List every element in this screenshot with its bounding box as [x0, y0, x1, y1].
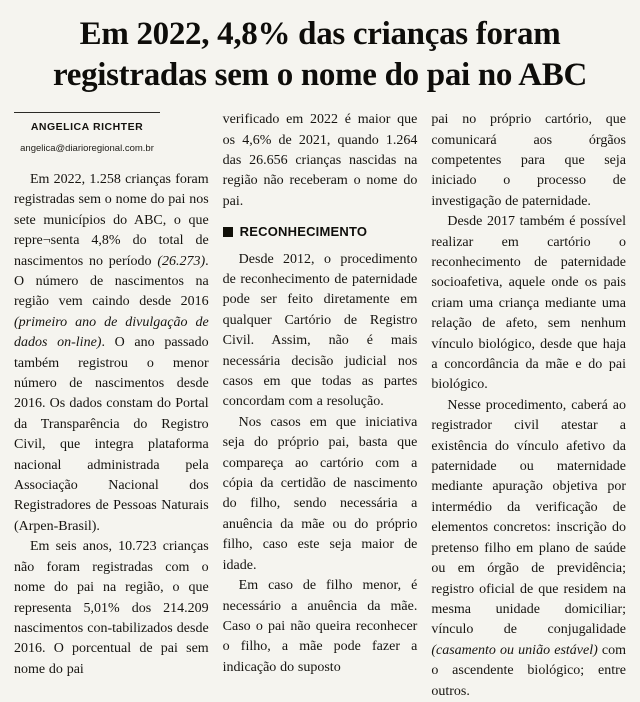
article-columns [14, 110, 626, 702]
article-paragraph: Em seis anos, 10.723 crianças não foram registradas com o nome do pai na região, o que representa 5,01% dos 214.209 nascimentos con-tabilizados desde 2016. O porcentual de pai sem nome do pai [14, 539, 209, 677]
article-paragraph-continuation: verificado em 2022 é maior que os 4,6% de 2021, quando 1.264 das 26.656 crianças nascidas na região não receberam o nome do pai. [222, 112, 418, 209]
article-column-3 [431, 110, 626, 702]
article-paragraph: Em 2022, 1.258 crianças foram registradas sem o nome do pai nos sete municípios do ABC, o que repre¬senta 4,8% do total de nascimentos no período (26.273). O número de nascimentos na região vem caindo desde 2016 (primeiro ano de divulgação de dados on-line). O ano passado também registrou o menor número de nascimentos desde 2016. Os dados constam do Portal da Transparência do Registro Civil, que integra plataforma nacional administrada pela Associação Nacional dos Registradores de Pessoas Naturais (Arpen-Brasil). [14, 171, 209, 534]
article-paragraph: Nos casos em que iniciativa seja do próprio pai, basta que compareça ao cartório com a cópia da certidão de nascimento do filho, sendo necessária a anuência da mãe ou do próprio filho, caso este seja maior de idade. [222, 414, 418, 573]
section-header [223, 222, 418, 242]
section-header-label: RECONHECIMENTO [239, 224, 368, 240]
byline [14, 112, 160, 159]
square-bullet-icon [223, 227, 233, 237]
article-paragraph: Desde 2012, o procedimento de reconhecimento de paternidade pode ser feito diretamente em qualquer Cartório de Registro Civil. Assim, não é mais necessária decisão judicial nos casos em que todas as partes concordam com a resolução. [222, 251, 418, 410]
article-column-1 [14, 110, 209, 680]
article-paragraph: Em caso de filho menor, é necessário a anuência da mãe. Caso o pai não queira reconhecer o filho, a mãe pode fazer a indicação do suposto [222, 578, 418, 675]
article-paragraph: Nesse procedimento, caberá ao registrador civil atestar a existência do vínculo afetivo da paternidade ou maternidade mediante apuração objetiva por intermédio da verificação de elementos concretos: inscrição do pretenso filho em plano de saúde ou em órgão de previdência; registro oficial de que residem na mesma unidade domiciliar; vínculo de conjugalidade (casamento ou união estável) com o ascendente biológico; entre outros. [431, 397, 627, 699]
article-paragraph-continuation: pai no próprio cartório, que comunicará aos órgãos competentes para que seja iniciado o processo de investigação de paternidade. [431, 112, 627, 209]
byline-email: angelica@diarioregional.com.br [20, 142, 154, 154]
byline-author: ANGELICA RICHTER [30, 121, 144, 134]
article-paragraph: Desde 2017 também é possível realizar em cartório o reconhecimento de paternidade socioafetiva, aquele onde os pais criam uma criança mediante uma relação de afeto, sem nenhum vínculo biológico, desde que haja a concordância da mãe e do pai biológico. [431, 214, 627, 393]
article-headline: Em 2022, 4,8% das crianças foram registradas sem o nome do pai no ABC [52, 16, 588, 93]
article-column-2 [223, 110, 418, 678]
